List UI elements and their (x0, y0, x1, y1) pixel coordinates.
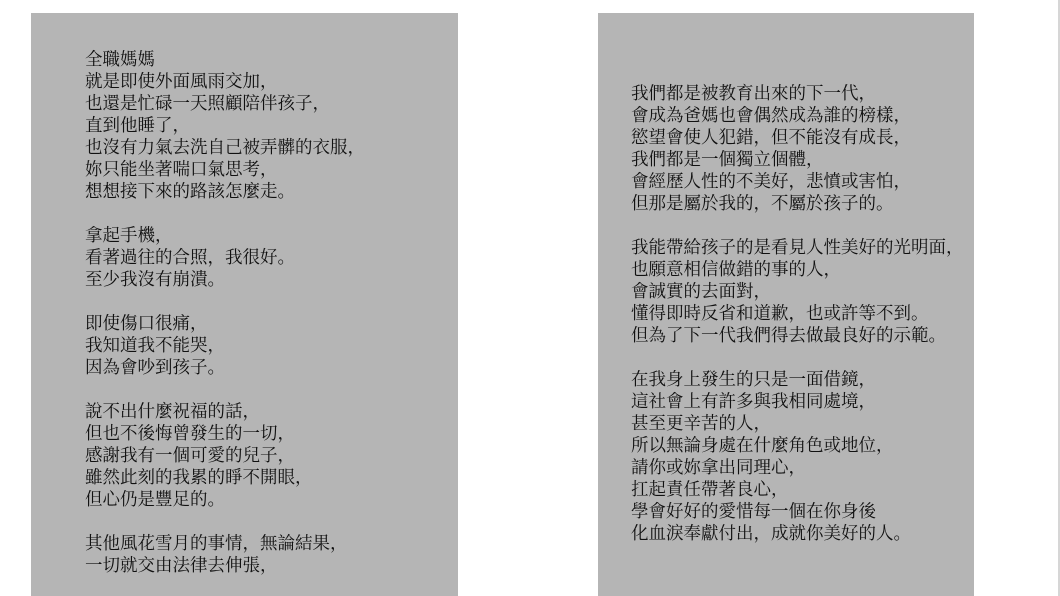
text-line: 說不出什麼祝福的話， (85, 402, 260, 422)
text-line: 但也不後悔曾發生的一切， (85, 424, 295, 444)
stanza (631, 83, 974, 215)
stanza-gap (85, 511, 458, 533)
text-line: 學會好好的愛惜每一個在你身後 (631, 502, 876, 522)
stanza-gap (631, 347, 974, 369)
text-line: 我能帶給孩子的是看見人性美好的光明面， (631, 238, 964, 258)
text-line: 全職媽媽 (85, 50, 155, 70)
text-line: 其他風花雪月的事情，無論結果， (85, 534, 348, 554)
stanza-gap (85, 379, 458, 401)
stanza (631, 237, 974, 347)
text-line: 但那是屬於我的，不屬於孩子的。 (631, 194, 894, 214)
stanza-gap (631, 215, 974, 237)
text-line: 拿起手機， (85, 226, 173, 246)
text-line: 因為會吵到孩子。 (85, 358, 225, 378)
text-line: 雖然此刻的我累的睜不開眼， (85, 468, 313, 488)
text-line: 也願意相信做錯的事的人， (631, 260, 841, 280)
stanza-gap (85, 203, 458, 225)
text-line: 即使傷口很痛， (85, 314, 208, 334)
left-text-page (31, 13, 458, 596)
text-line: 在我身上發生的只是一面借鏡， (631, 370, 876, 390)
text-line: 感謝我有一個可愛的兒子， (85, 446, 295, 466)
text-line: 所以無論身處在什麼角色或地位， (631, 436, 894, 456)
stanza (85, 533, 458, 577)
text-line: 想想接下來的路該怎麼走。 (85, 182, 295, 202)
stanza-gap (85, 291, 458, 313)
text-line: 就是即使外面風雨交加， (85, 72, 278, 92)
text-line: 妳只能坐著喘口氣思考， (85, 160, 278, 180)
text-line: 但為了下一代我們得去做最良好的示範。 (631, 326, 946, 346)
text-line: 也還是忙碌一天照顧陪伴孩子， (85, 94, 330, 114)
text-line: 直到他睡了， (85, 116, 190, 136)
stanza (85, 313, 458, 379)
text-line: 請你或妳拿出同理心， (631, 458, 806, 478)
text-line: 會成為爸媽也會偶然成為誰的榜樣， (631, 106, 911, 126)
stanza (85, 401, 458, 511)
text-line: 也沒有力氣去洗自己被弄髒的衣服， (85, 138, 365, 158)
text-line: 慾望會使人犯錯，但不能沒有成長， (631, 128, 911, 148)
stanza (631, 369, 974, 545)
text-line: 會誠實的去面對， (631, 282, 771, 302)
text-line: 我們都是被教育出來的下一代， (631, 84, 876, 104)
text-line: 懂得即時反省和道歉，也或許等不到。 (631, 304, 929, 324)
text-line: 至少我沒有崩潰。 (85, 270, 225, 290)
text-line: 扛起責任帶著良心， (631, 480, 789, 500)
text-line: 化血淚奉獻付出，成就你美好的人。 (631, 524, 911, 544)
text-line: 我知道我不能哭， (85, 336, 225, 356)
text-line: 會經歷人性的不美好，悲憤或害怕， (631, 172, 911, 192)
right-text-page (598, 13, 974, 596)
text-line: 這社會上有許多與我相同處境， (631, 392, 876, 412)
text-line: 看著過往的合照，我很好。 (85, 248, 295, 268)
text-line: 一切就交由法律去伸張， (85, 556, 278, 576)
stanza (85, 225, 458, 291)
stanza (85, 49, 458, 203)
text-line: 甚至更辛苦的人， (631, 414, 771, 434)
text-line: 但心仍是豐足的。 (85, 490, 225, 510)
text-line: 我們都是一個獨立個體， (631, 150, 824, 170)
